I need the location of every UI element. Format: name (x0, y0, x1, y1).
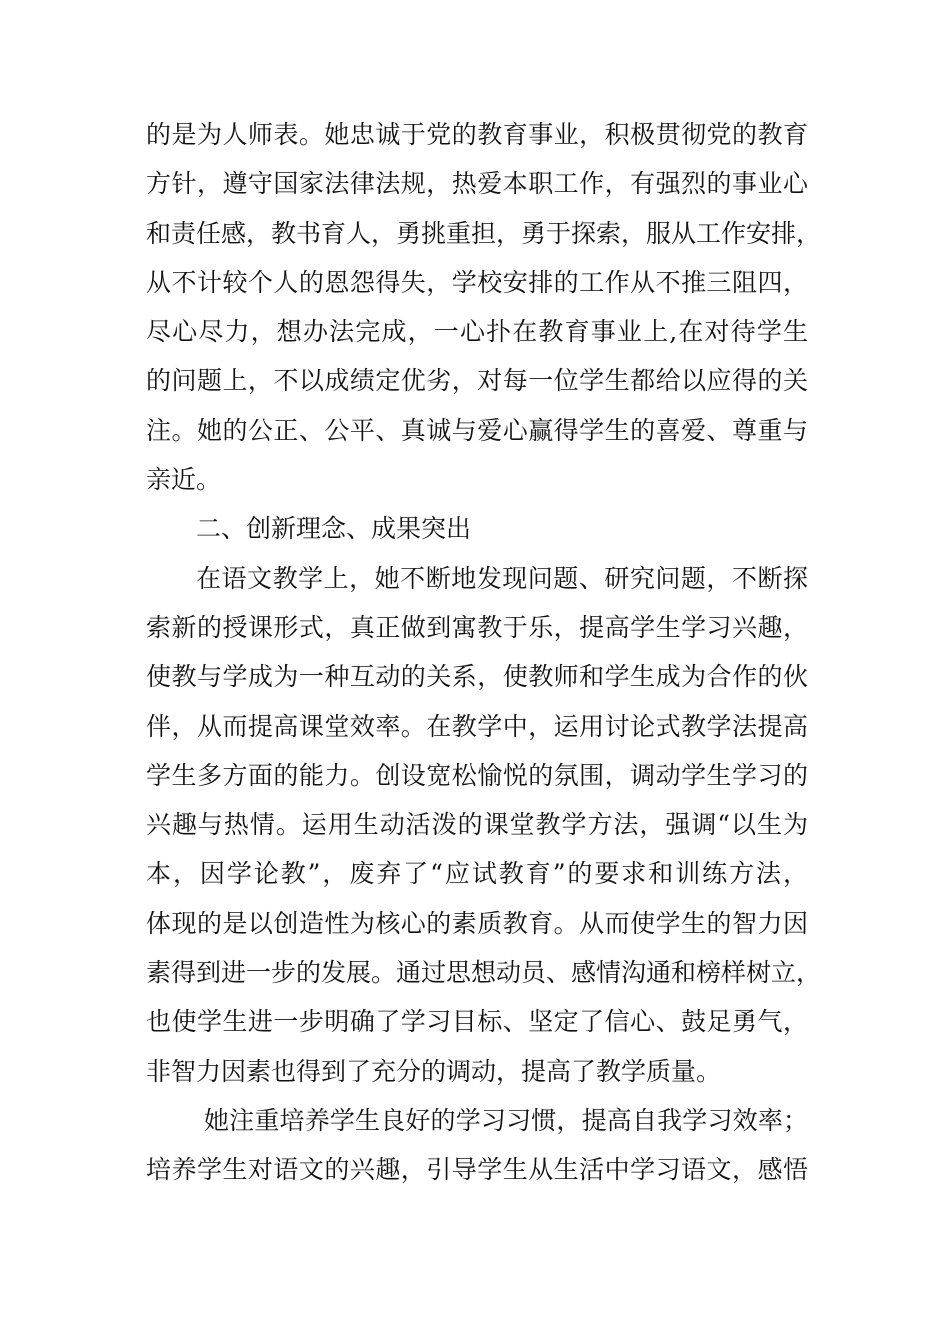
text-line: 从不计较个人的恩怨得失，学校安排的工作从不推三阻四， (146, 267, 808, 297)
text-line: 她注重培养学生良好的学习习惯，提高自我学习效率； (204, 1105, 808, 1135)
text-line: 亲近。 (146, 465, 222, 495)
text-line: 和责任感，教书育人，勇挑重担，勇于探索，服从工作安排， (146, 218, 822, 248)
text-line: 也使学生进一步明确了学习目标、坚定了信心、鼓足勇气， (146, 1007, 808, 1037)
document-body (146, 110, 822, 1195)
text-line: 本，因学论教”，废弃了“应试教育”的要求和训练方法， (146, 859, 808, 889)
text-line: 非智力因素也得到了充分的调动，提高了教学质量。 (146, 1056, 722, 1086)
section-heading: 二、创新理念、成果突出 (196, 514, 472, 544)
text-line: 索新的授课形式，真正做到寓教于乐，提高学生学习兴趣， (146, 612, 808, 642)
text-line: 兴趣与热情。运用生动活泼的课堂教学方法，强调“以生为 (146, 810, 808, 840)
text-line: 在语文教学上，她不断地发现问题、研究问题，不断探 (196, 563, 808, 593)
text-line: 素得到进一步的发展。通过思想动员、感情沟通和榜样树立， (146, 958, 822, 988)
text-line: 尽心尽力，想办法完成，一心扑在教育事业上,在对待学生 (146, 317, 808, 347)
text-line: 方针，遵守国家法律法规，热爱本职工作，有强烈的事业心 (146, 169, 808, 199)
text-line: 培养学生对语文的兴趣，引导学生从生活中学习语文，感悟 (146, 1155, 808, 1185)
text-line: 的是为人师表。她忠诚于党的教育事业，积极贯彻党的教育 (146, 120, 808, 149)
text-line: 使教与学成为一种互动的关系，使教师和学生成为合作的伙 (146, 662, 808, 692)
text-line: 伴，从而提高课堂效率。在教学中，运用讨论式教学法提高 (146, 711, 808, 741)
text-line: 的问题上，不以成绩定优劣，对每一位学生都给以应得的关 (146, 366, 808, 396)
text-line: 学生多方面的能力。创设宽松愉悦的氛围，调动学生学习的 (146, 760, 808, 790)
text-line: 体现的是以创造性为核心的素质教育。从而使学生的智力因 (146, 908, 808, 938)
text-line: 注。她的公正、公平、真诚与爱心赢得学生的喜爱、尊重与 (146, 415, 808, 445)
